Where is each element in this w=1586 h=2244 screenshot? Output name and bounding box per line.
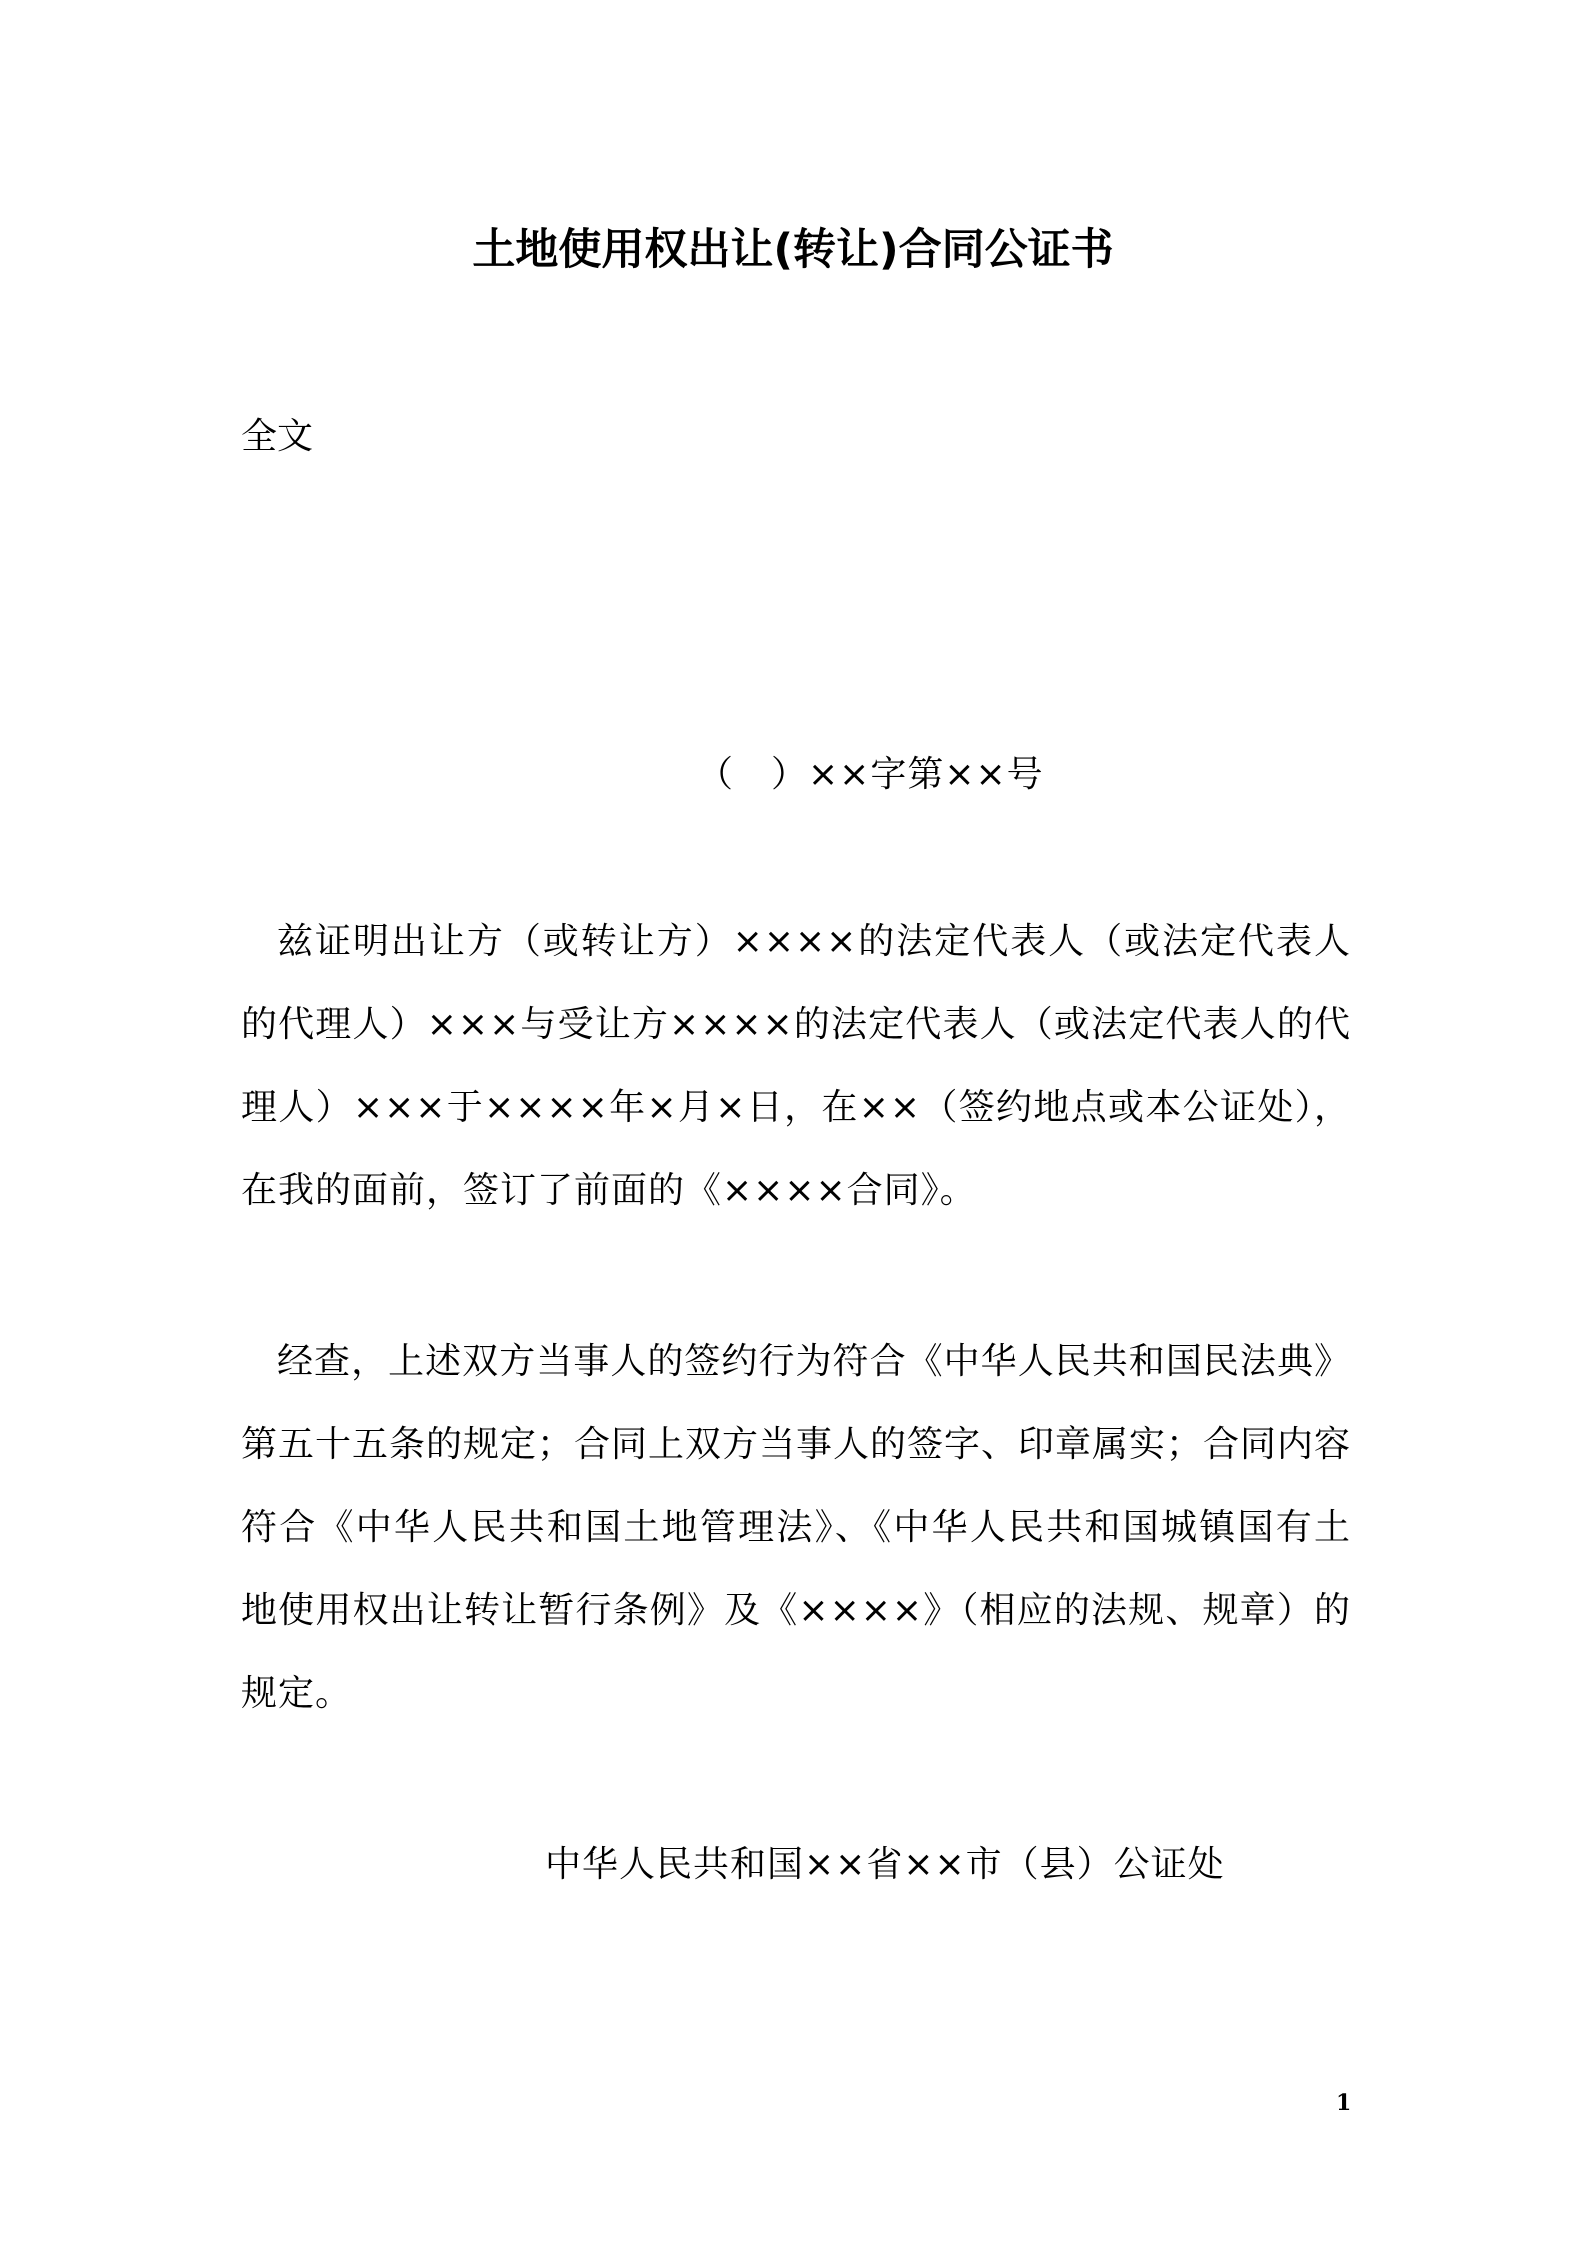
- page-number: 1: [1336, 2090, 1352, 2116]
- section-label: 全文: [241, 416, 314, 457]
- verification-paragraph: 经查，上述双方当事人的签约行为符合《中华人民共和国民法典》第五十五条的规定；合同上双方当事人的签字、印章属实；合同内容符合《中华人民共和国土地管理法》、《中华人民共和国城镇国有土地使用权出让转让暂行条例》及《××××》（相应的法规、规章）的规定。: [241, 1341, 1352, 1714]
- issuing-office: 中华人民共和国××省××市（县）公证处: [545, 1844, 1225, 1885]
- certification-paragraph: 兹证明出让方（或转让方）××××的法定代表人（或法定代表人的代理人）×××与受让方××××的法定代表人（或法定代表人的代理人）×××于××××年×月×日，在××（签约地点或本公证处），在我的面前，签订了前面的《××××合同》。: [241, 921, 1351, 1211]
- document-number: （ ）××字第××号: [697, 754, 1044, 795]
- document-title: 土地使用权出让(转让)合同公证书: [472, 225, 1114, 275]
